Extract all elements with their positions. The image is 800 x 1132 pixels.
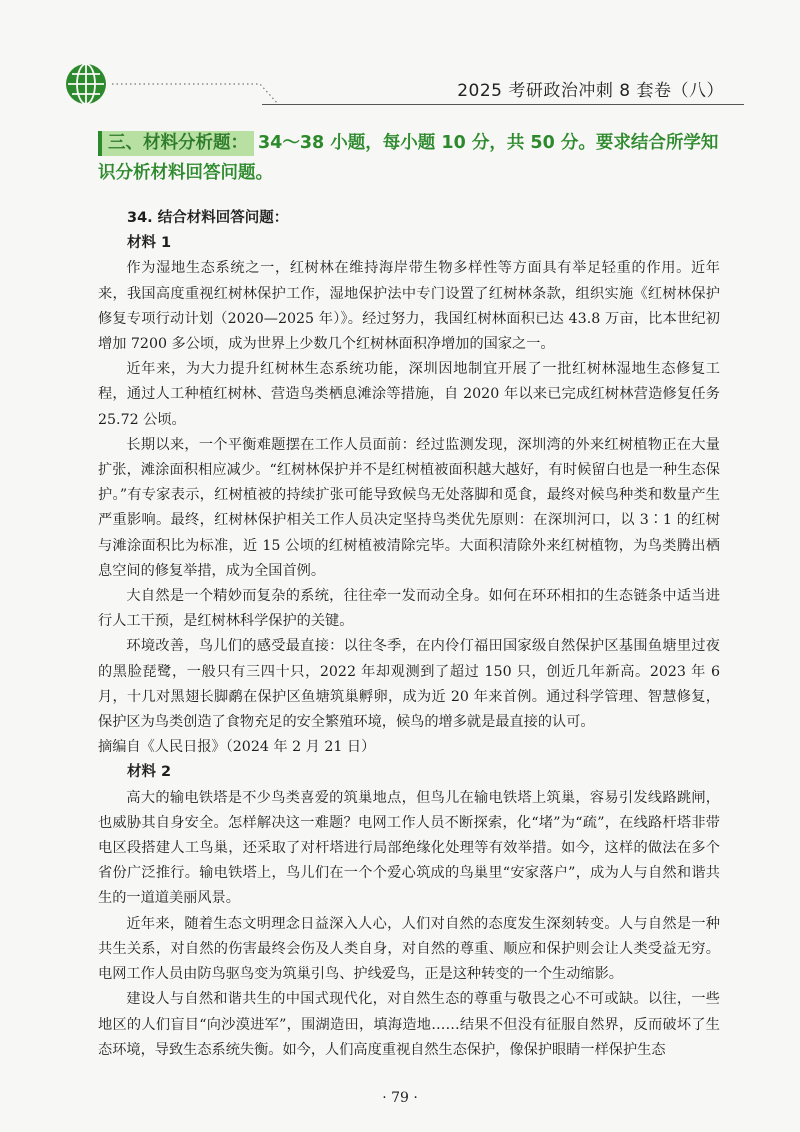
material-1-paragraph: 大自然是一个精妙而复杂的系统，往往牵一发而动全身。如何在环环相扣的生态链条中适当进行人工干预，是红树林科学保护的关键。 [98, 588, 720, 630]
question-content [98, 206, 720, 1063]
page-header [0, 0, 800, 110]
header-dotted-line [110, 80, 280, 106]
globe-icon [64, 62, 108, 106]
material-1-paragraph: 作为湿地生态系统之一，红树林在维持海岸带生物多样性等方面具有举足轻重的作用。近年来，我国高度重视红树林保护工作，湿地保护法中专门设置了红树林条款，组织实施《红树林保护修复专项行动计划（2020—2025 年）》。经过努力，我国红树林面积已达 43.8 万亩，比本世纪初增加 7200 多公顷，成为世界上少数几个红树林面积净增加的国家之一。 [98, 260, 720, 353]
header-rule [262, 104, 744, 105]
material-1-paragraph: 长期以来，一个平衡难题摆在工作人员面前：经过监测发现，深圳湾的外来红树植物正在大量扩张，滩涂面积相应减少。“红树林保护并不是红树植被面积越大越好，有时候留白也是一种生态保护。”有专家表示，红树植被的持续扩张可能导致候鸟无处落脚和觅食，最终对候鸟种类和数量产生严重影响。最终，红树林保护相关工作人员决定坚持鸟类优先原则：在深圳河口，以 3∶1 的红树与滩涂面积比为标准，近 15 公顷的红树植被清除完毕。大面积清除外来红树植物，为鸟类腾出栖息空间的修复举措，成为全国首例。 [98, 436, 720, 579]
page-number: · 79 · [382, 1090, 418, 1106]
material-1-source: 摘编自《人民日报》（2024 年 2 月 21 日） [98, 739, 376, 756]
material-1-label: 材料 1 [127, 235, 172, 252]
material-2-paragraph: 近年来，随着生态文明理念日益深入人心，人们对自然的态度发生深刻转变。人与自然是一种共生关系，对自然的伤害最终会伤及人类自身，对自然的尊重、顺应和保护则会让人类受益无穷。电网工作人员由防鸟驱鸟变为筑巢引鸟、护线爱鸟，正是这种转变的一个生动缩影。 [98, 915, 720, 983]
section-tag: 三、材料分析题： [98, 131, 254, 156]
material-2-paragraph: 建设人与自然和谐共生的中国式现代化，对自然生态的尊重与敬畏之心不可或缺。以往，一些地区的人们盲目“向沙漠进军”，围湖造田，填海造地……结果不但没有征服自然界，反而破坏了生态环境，导致生态系统失衡。如今，人们高度重视自然生态保护，像保护眼睛一样保护生态 [98, 991, 720, 1058]
section-heading [98, 128, 722, 188]
header-title: 2025 考研政治冲刺 8 套卷（八） [457, 81, 724, 101]
material-1-paragraph: 近年来，为大力提升红树林生态系统功能，深圳因地制宜开展了一批红树林湿地生态修复工程，通过人工种植红树林、营造鸟类栖息滩涂等措施，自 2020 年以来已完成红树林营造修复任务 25.72 公顷。 [98, 361, 720, 428]
material-2-label: 材料 2 [127, 764, 172, 781]
material-2-paragraph: 高大的输电铁塔是不少鸟类喜爱的筑巢地点，但鸟儿在输电铁塔上筑巢，容易引发线路跳闸，也威胁其自身安全。怎样解决这一难题？电网工作人员不断探索，化“堵”为“疏”，在线路杆塔非带电区段搭建人工鸟巢，还采取了对杆塔进行局部绝缘化处理等有效举措。如今，这样的做法在多个省份广泛推行。输电铁塔上，鸟儿们在一个个爱心筑成的鸟巢里“安家落户”，成为人与自然和谐共生的一道道美丽风景。 [98, 789, 720, 907]
section-instructions: 34～38 小题，每小题 10 分，共 50 分。要求结合所学知识分析材料回答问题。 [98, 133, 719, 183]
question-label: 34. 结合材料回答问题： [127, 210, 289, 226]
material-1-paragraph: 环境改善，鸟儿们的感受最直接：以往冬季，在内伶仃福田国家级自然保护区基围鱼塘里过夜的黑脸琵鹭，一般只有三四十只，2022 年却观测到了超过 150 只，创近几年新高。2023 年 6 月，十几对黑翅长脚鹬在保护区鱼塘筑巢孵卵，成为近 20 年来首例。通过科学管理、智慧修复，保护区为鸟类创造了食物充足的安全繁殖环境，候鸟的增多就是最直接的认可。 [98, 638, 720, 731]
